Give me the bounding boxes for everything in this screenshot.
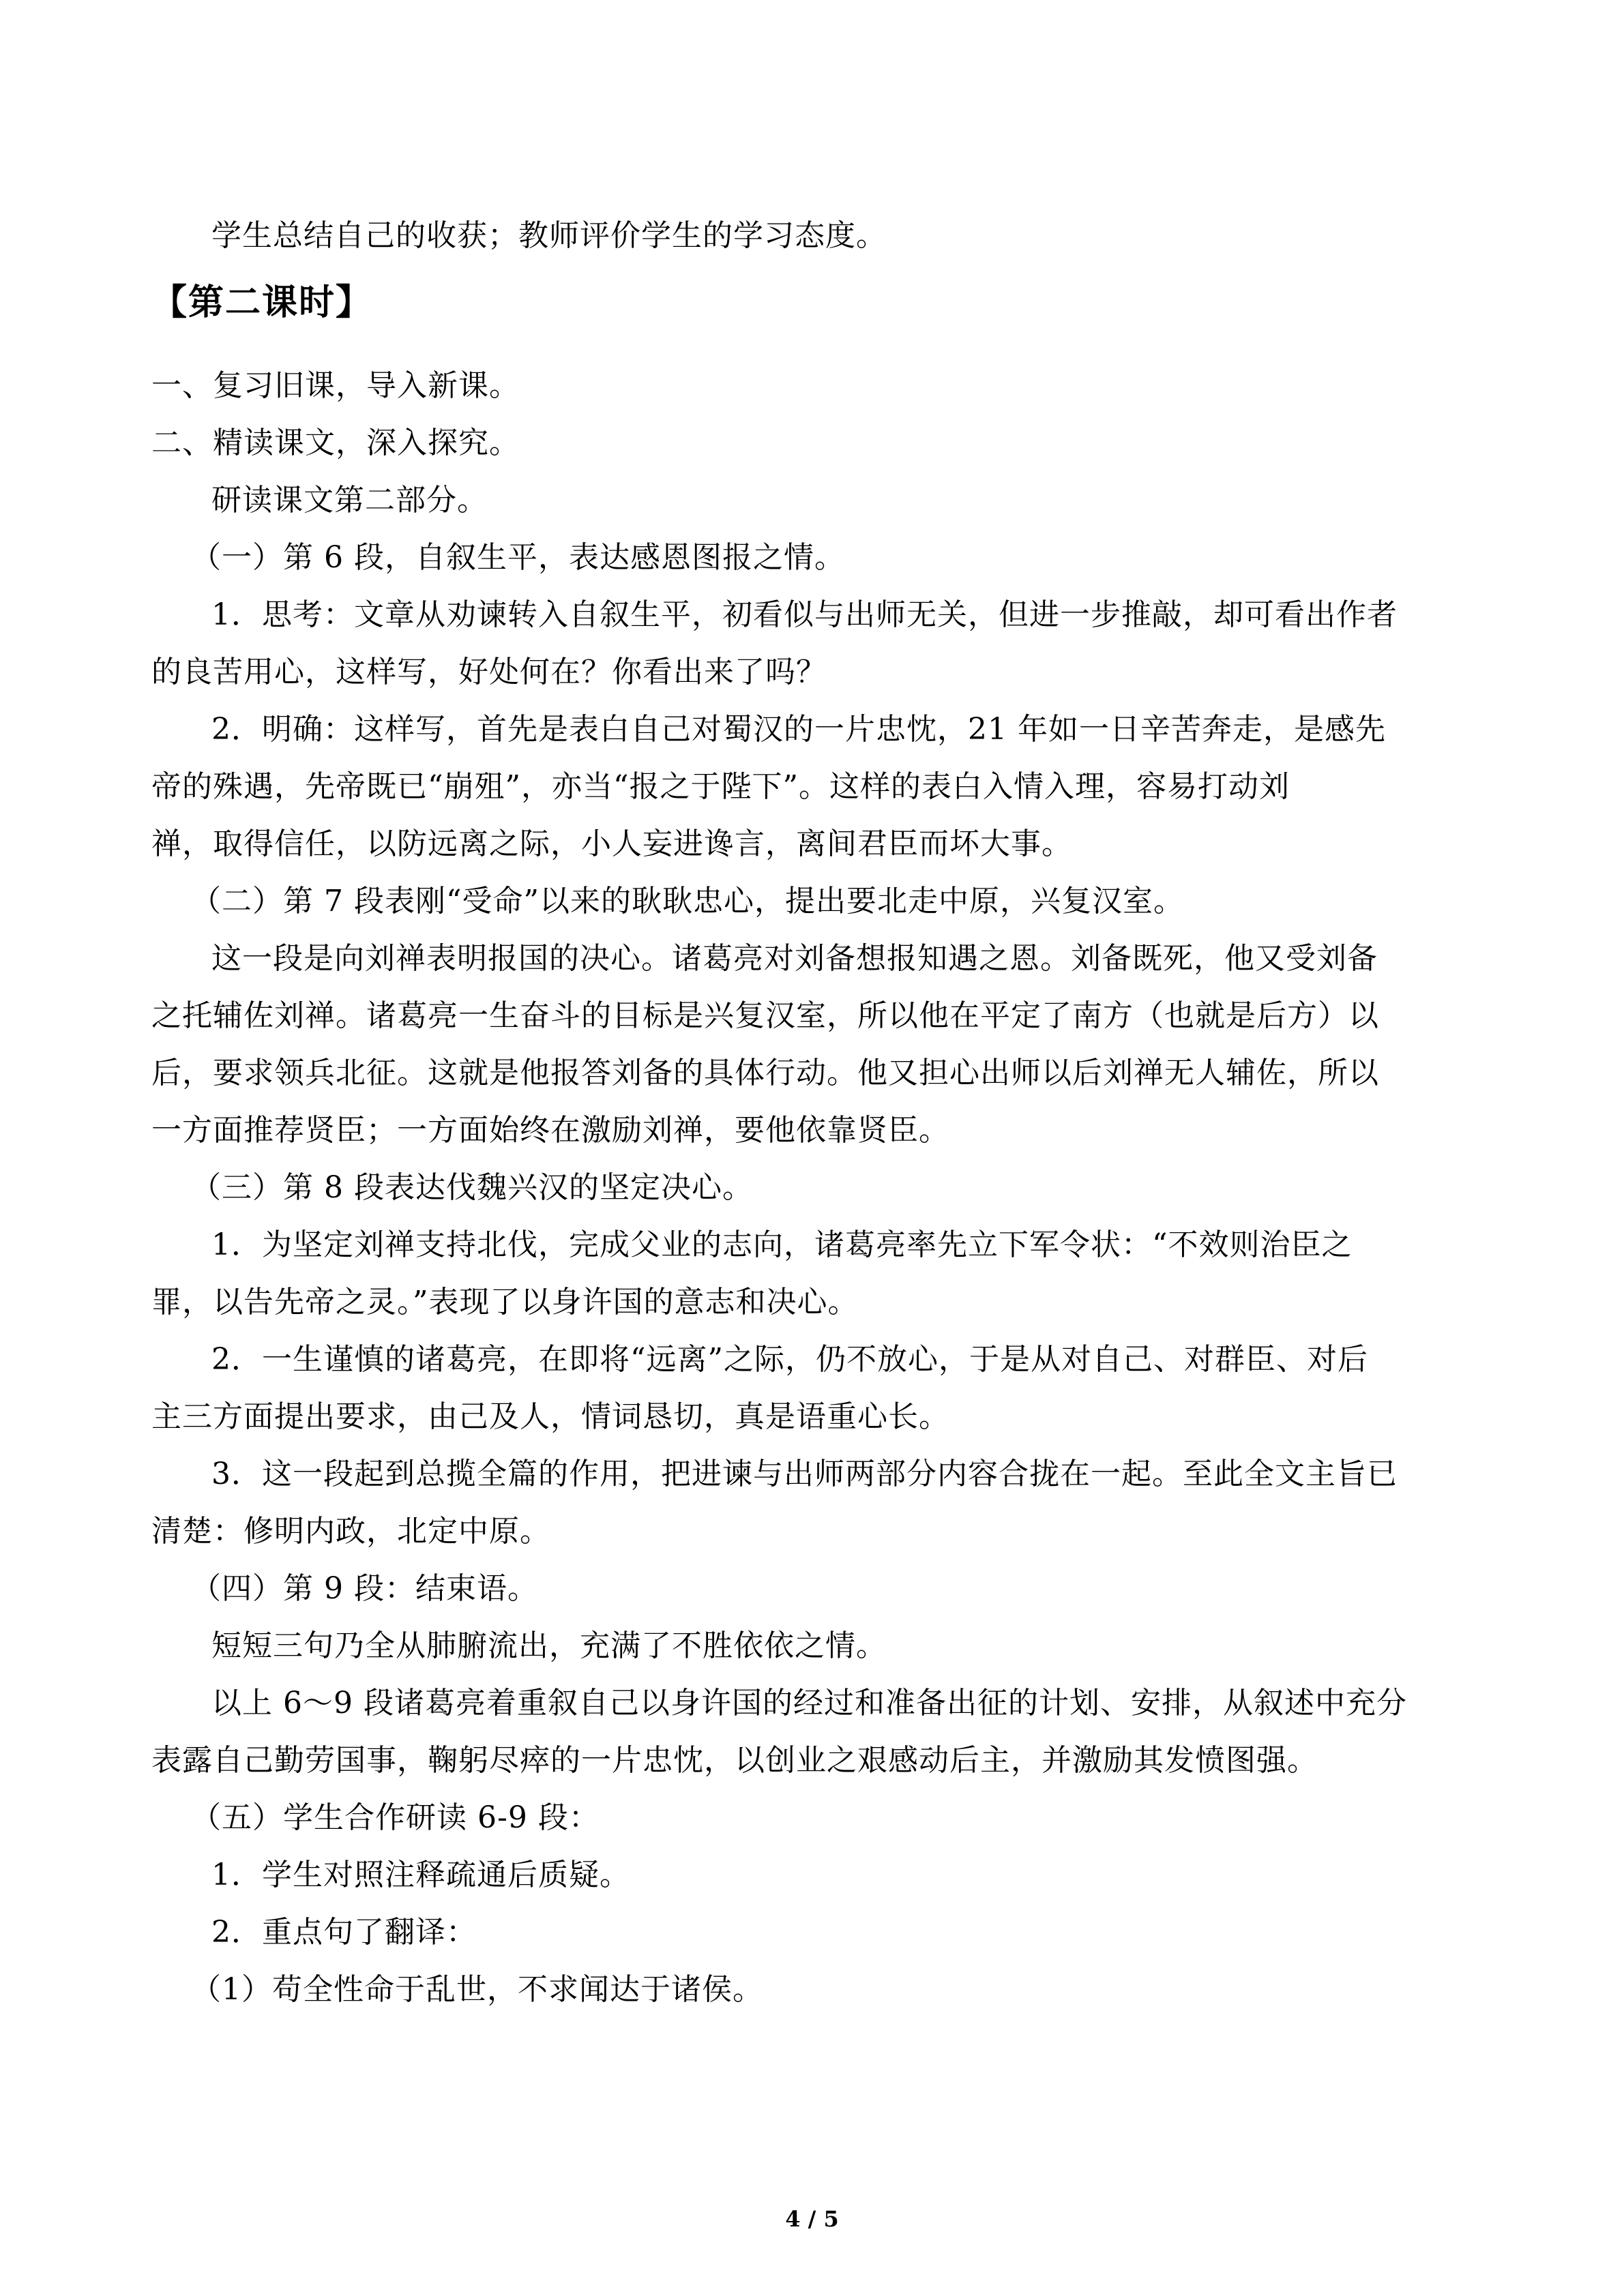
paragraph-line: 主三方面提出要求，由己及人，情词恳切，真是语重心长。 xyxy=(151,1399,949,1434)
paragraph-line: 2．明确：这样写，首先是表白自己对蜀汉的一片忠忱，21 年如一日辛苦奔走，是感先 xyxy=(211,712,1386,747)
paragraph-line: 清楚：修明内政，北定中原。 xyxy=(151,1514,550,1549)
paragraph-line: 研读课文第二部分。 xyxy=(211,483,488,518)
paragraph-line: 这一段是向刘禅表明报国的决心。诸葛亮对刘备想报知遇之恩。刘备既死，他又受刘备 xyxy=(211,941,1378,976)
paragraph-line: 学生总结自己的收获；教师评价学生的学习态度。 xyxy=(211,218,887,253)
paragraph-line: 后，要求领兵北征。这就是他报答刘备的具体行动。他又担心出师以后刘禅无人辅佐，所以 xyxy=(151,1056,1379,1090)
paragraph-line: 1．为坚定刘禅支持北伐，完成父业的志向，诸葛亮率先立下军令状：“不效则治臣之 xyxy=(211,1227,1353,1262)
paragraph-line: （四）第 9 段：结束语。 xyxy=(191,1571,538,1606)
paragraph-line: 3．这一段起到总揽全篇的作用，把进谏与出师两部分内容合拢在一起。至此全文主旨已 xyxy=(211,1457,1398,1491)
paragraph-line: 之托辅佐刘禅。诸葛亮一生奋斗的目标是兴复汉室，所以他在平定了南方（也就是后方）以 xyxy=(151,998,1379,1033)
paragraph-line: （三）第 8 段表达伐魏兴汉的坚定决心。 xyxy=(191,1170,753,1205)
paragraph-line: 以上 6～9 段诸葛亮着重叙自己以身许国的经过和准备出征的计划、安排，从叙述中充分 xyxy=(211,1686,1407,1720)
paragraph-line: 二、精读课文，深入探究。 xyxy=(151,426,520,460)
paragraph-line: （五）学生合作研读 6-9 段： xyxy=(191,1800,600,1835)
section-heading: 【第二课时】 xyxy=(151,282,373,323)
paragraph-line: 的良苦用心，这样写，好处何在？你看出来了吗？ xyxy=(151,655,827,689)
paragraph-line: 一方面推荐贤臣；一方面始终在激励刘禅，要他依靠贤臣。 xyxy=(151,1113,949,1148)
paragraph-line: 帝的殊遇，先帝既已“崩殂”，亦当“报之于陛下”。这样的表白入情入理，容易打动刘 xyxy=(151,769,1290,804)
paragraph-line: 罪，以告先帝之灵。”表现了以身许国的意志和决心。 xyxy=(151,1285,859,1320)
paragraph-line: 一、复习旧课，导入新课。 xyxy=(151,368,520,403)
paragraph-line: 表露自己勤劳国事，鞠躬尽瘁的一片忠忱，以创业之艰感动后主，并激励其发愤图强。 xyxy=(151,1743,1318,1778)
paragraph-line: 短短三句乃全从肺腑流出，充满了不胜依依之情。 xyxy=(211,1628,887,1663)
paragraph-line: 2．一生谨慎的诸葛亮，在即将“远离”之际，仍不放心，于是从对自己、对群臣、对后 xyxy=(211,1342,1368,1377)
paragraph-line: 2．重点句了翻译： xyxy=(211,1915,477,1950)
paragraph-line: （1）苟全性命于乱世，不求闻达于诸侯。 xyxy=(191,1972,763,2007)
paragraph-line: 禅，取得信任，以防远离之际，小人妄进谗言，离间君臣而坏大事。 xyxy=(151,826,1072,861)
paragraph-line: （一）第 6 段，自叙生平，表达感恩图报之情。 xyxy=(191,540,845,575)
page-number: 4 / 5 xyxy=(785,2206,839,2232)
paragraph-line: （二）第 7 段表刚“受命”以来的耿耿忠心，提出要北走中原，兴复汉室。 xyxy=(191,884,1184,919)
paragraph-line: 1．学生对照注释疏通后质疑。 xyxy=(211,1858,630,1892)
paragraph-line: 1．思考：文章从劝谏转入自叙生平，初看似与出师无关，但进一步推敲，却可看出作者 xyxy=(211,597,1398,632)
